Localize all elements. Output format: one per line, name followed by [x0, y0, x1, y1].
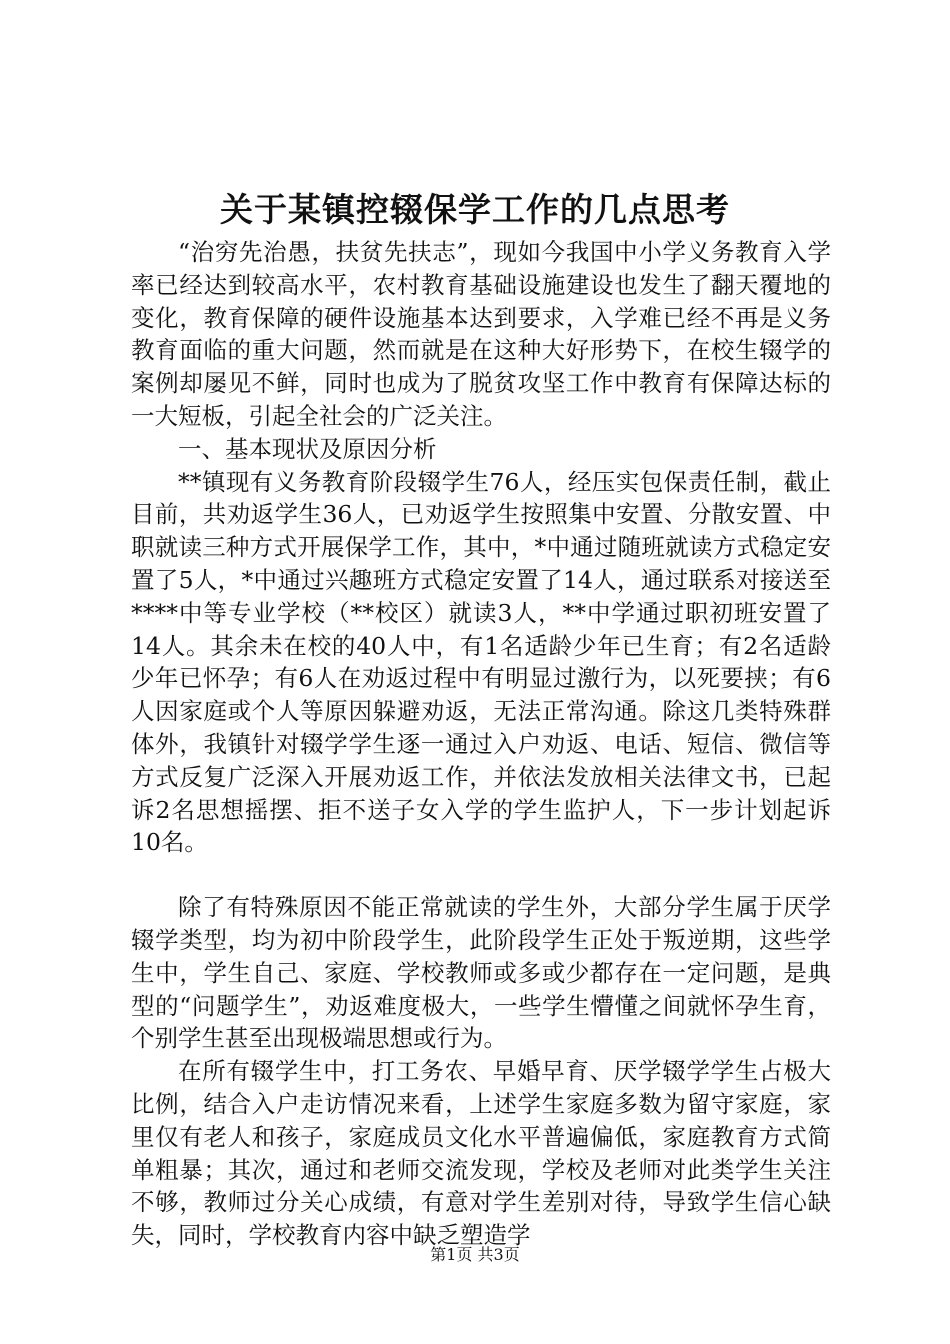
section-heading: 一、基本现状及原因分析 — [178, 434, 437, 463]
paragraph-status: **镇现有义务教育阶段辍学生76人，经压实包保责任制，截止目前，共劝返学生36人，已劝返学生按照集中安置、分散安置、中职就读三种方式开展保学工作，其中，*中通过随班就读方式稳定安置了5人，*中通过兴趣班方式稳定安置了14人，通过联系对接送至****中等专业学校（**校区）就读3人，**中学通过职初班安置了14人。其余未在校的40人中，有1名适龄少年已生育；有2名适龄少年已怀孕；有6人在劝返过程中有明显过激行为，以死要挟；有6人因家庭或个人等原因躲避劝返，无法正常沟通。除这几类特殊群体外，我镇针对辍学学生逐一通过入户劝返、电话、短信、微信等方式反复广泛深入开展劝返工作，并依法发放相关法律文书，已起诉2名思想摇摆、拒不送子女入学的学生监护人，下一步计划起诉10名。 — [131, 467, 831, 857]
paragraph-reasons: 除了有特殊原因不能正常就读的学生外，大部分学生属于厌学辍学类型，均为初中阶段学生，此阶段学生正处于叛逆期，这些学生中，学生自己、家庭、学校教师或多或少都存在一定问题，是典型的“问题学生”，劝返难度极大，一些学生懵懂之间就怀孕生育，个别学生甚至出现极端思想或行为。 — [131, 893, 831, 1053]
paragraph-intro: “治穷先治愚，扶贫先扶志”，现如今我国中小学义务教育入学率已经达到较高水平，农村教育基础设施建设也发生了翻天覆地的变化，教育保障的硬件设施基本达到要求，入学难已经不再是义务教育面临的重大问题，然而就是在这种大好形势下，在校生辍学的案例却屡见不鲜，同时也成为了脱贫攻坚工作中教育有保障达标的一大短板，引起全社会的广泛关注。 — [131, 238, 831, 430]
document-body — [131, 236, 831, 1252]
page-number-footer: 第1页 共3页 — [430, 1245, 520, 1264]
paragraph-analysis: 在所有辍学生中，打工务农、早婚早育、厌学辍学学生占极大比例，结合入户走访情况来看，上述学生家庭多数为留守家庭，家里仅有老人和孩子，家庭成员文化水平普遍偏低，家庭教育方式简单粗暴；其次，通过和老师交流发现，学校及老师对此类学生关注不够，教师过分关心成绩，有意对学生差别对待，导致学生信心缺失，同时，学校教育内容中缺乏塑造学 — [131, 1057, 831, 1250]
document-title: 关于某镇控辍保学工作的几点思考 — [220, 190, 730, 229]
